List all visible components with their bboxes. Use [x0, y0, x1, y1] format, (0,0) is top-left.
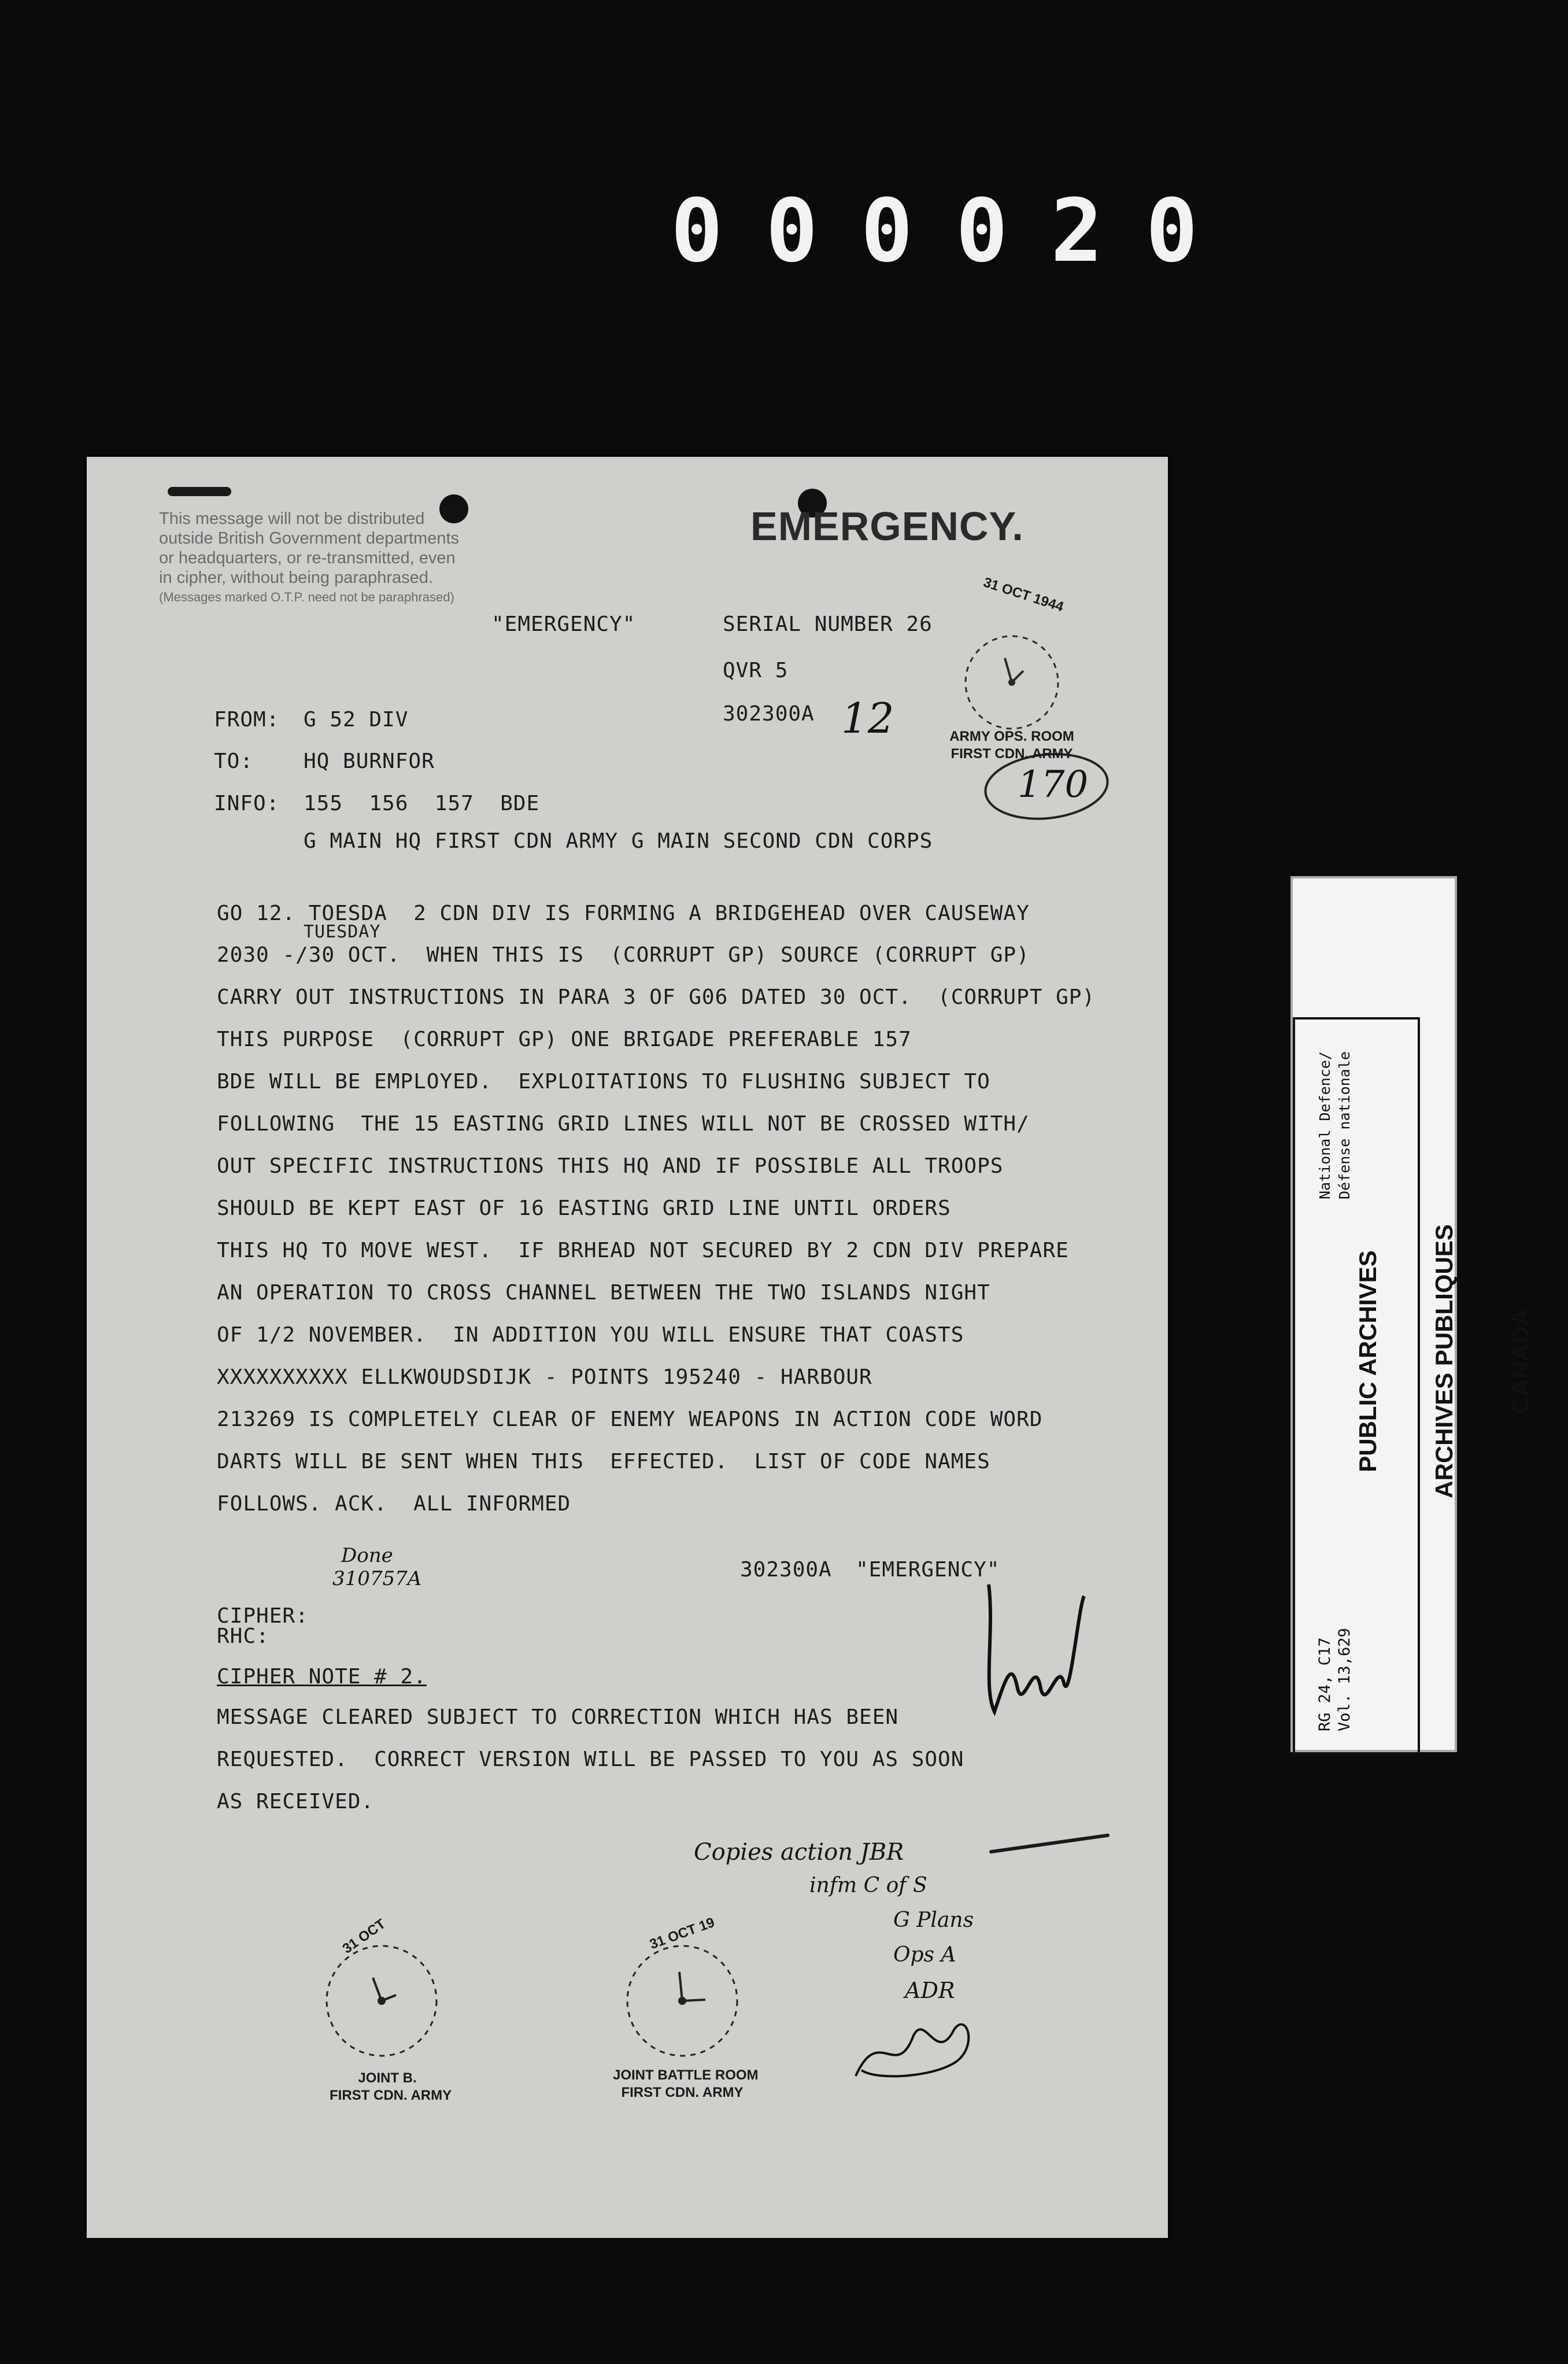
archive-dept-line: National Defence/ — [1316, 1051, 1333, 1199]
distribution-line: ADR — [905, 1978, 955, 2003]
left-round-stamp-line2: FIRST CDN. ARMY — [330, 2088, 452, 2103]
footer-dtg: 302300A — [740, 1558, 832, 1582]
footer-precedence: "EMERGENCY" — [856, 1558, 1000, 1582]
body-line: XXXXXXXXXX ELLKWOUDSDIJK - POINTS 195240 - HARBOUR — [217, 1365, 872, 1389]
info-label: INFO: — [214, 792, 280, 815]
left-round-stamp-line1: JOINT B. — [358, 2070, 417, 2086]
action-underline-stroke — [989, 1833, 1110, 1853]
archive-ref-line: Vol. 13,629 — [1336, 1628, 1353, 1731]
distribution-line: Ops A — [893, 1943, 956, 1967]
frame-number: 000020 — [671, 181, 1241, 282]
done-note-word: Done — [341, 1544, 393, 1567]
cipher-label: CIPHER: — [217, 1604, 309, 1628]
to-value: HQ BURNFOR — [304, 749, 435, 773]
body-line: 213269 IS COMPLETELY CLEAR OF ENEMY WEAPONS IN ACTION CODE WORD — [217, 1408, 1043, 1431]
caveat-line: outside British Government departments — [159, 529, 460, 548]
precedence-top: "EMERGENCY" — [491, 612, 636, 636]
archive-dept-line: Défense nationale — [1336, 1051, 1353, 1199]
from-label: FROM: — [214, 708, 280, 732]
ink-smudge — [168, 487, 231, 496]
body-line: BDE WILL BE EMPLOYED. EXPLOITATIONS TO FLUSHING SUBJECT TO — [217, 1070, 990, 1094]
caveat-line: (Messages marked O.T.P. need not be paraphrased) — [159, 590, 454, 604]
qvr-number: QVR 5 — [723, 659, 789, 682]
caveat-line: in cipher, without being paraphrased. — [159, 568, 433, 587]
body-line: THIS PURPOSE (CORRUPT GP) ONE BRIGADE PREFERABLE 157 — [217, 1028, 912, 1051]
body-line: OF 1/2 NOVEMBER. IN ADDITION YOU WILL ENSURE THAT COASTS — [217, 1323, 964, 1347]
insert-above: TUESDAY — [304, 922, 381, 942]
info-value: 155 156 157 BDE — [304, 792, 540, 815]
body-line: FOLLOWS. ACK. ALL INFORMED — [217, 1492, 571, 1516]
body-line: THIS HQ TO MOVE WEST. IF BRHEAD NOT SECURED BY 2 CDN DIV PREPARE — [217, 1239, 1069, 1262]
joint-battle-room-stamp-date: 31 OCT 19 — [648, 1914, 717, 1953]
joint-battle-room-stamp-line2: FIRST CDN. ARMY — [621, 2085, 744, 2100]
left-round-stamp-date: 31 OCT — [339, 1916, 389, 1957]
archive-label-content — [1293, 878, 1534, 1754]
circled-number: 170 — [1018, 763, 1089, 806]
caveat-line: This message will not be distributed — [159, 509, 425, 528]
archive-label — [1290, 876, 1534, 1752]
body-line: GO 12. TOESDA 2 CDN DIV IS FORMING A BRIDGEHEAD OVER CAUSEWAY — [217, 902, 1030, 925]
body-line: SHOULD BE KEPT EAST OF 16 EASTING GRID LINE UNTIL ORDERS — [217, 1196, 951, 1220]
emergency-stamp: EMERGENCY. — [750, 504, 1024, 549]
archive-title — [1304, 1199, 1568, 1523]
caveat-line: or headquarters, or re-transmitted, even — [159, 549, 456, 567]
distribution-line: G Plans — [893, 1908, 974, 1932]
archive-ref-line: RG 24, C17 — [1316, 1637, 1334, 1731]
info-continuation: G MAIN HQ FIRST CDN ARMY G MAIN SECOND CDN CORPS — [304, 829, 933, 853]
to-label: TO: — [214, 749, 254, 773]
cipher-note-line: MESSAGE CLEARED SUBJECT TO CORRECTION WHICH HAS BEEN — [217, 1705, 899, 1729]
archive-title-line: CANADA — [1507, 1309, 1534, 1414]
body-line: 2030 -/30 OCT. WHEN THIS IS (CORRUPT GP) SOURCE (CORRUPT GP) — [217, 943, 1030, 967]
joint-battle-room-stamp-line1: JOINT BATTLE ROOM — [613, 2067, 759, 2083]
body-line: OUT SPECIFIC INSTRUCTIONS THIS HQ AND IF POSSIBLE ALL TROOPS — [217, 1154, 1004, 1178]
army-ops-room-stamp-line2: FIRST CDN. ARMY — [951, 746, 1073, 762]
from-value: G 52 DIV — [304, 708, 409, 732]
handwritten-serial: 12 — [841, 694, 894, 743]
army-ops-room-stamp-line1: ARMY OPS. ROOM — [949, 729, 1074, 744]
cipher-note-line: AS RECEIVED. — [217, 1790, 375, 1813]
rhc-label: RHC: — [217, 1624, 269, 1648]
distribution-line: infm C of S — [809, 1874, 927, 1897]
army-ops-room-stamp-date: 31 OCT 1944 — [981, 574, 1066, 615]
body-line: AN OPERATION TO CROSS CHANNEL BETWEEN THE TWO ISLANDS NIGHT — [217, 1281, 990, 1305]
archive-title-line: ARCHIVES PUBLIQUES — [1430, 1224, 1458, 1498]
army-ops-room-stamp-dial — [937, 596, 1087, 746]
body-line: FOLLOWING THE 15 EASTING GRID LINES WILL NOT BE CROSSED WITH/ — [217, 1112, 1030, 1136]
serial-number: SERIAL NUMBER 26 — [723, 612, 933, 636]
copies-action: Copies action JBR — [694, 1839, 904, 1866]
header-dtg: 302300A — [723, 702, 815, 726]
message-sheet — [87, 457, 1168, 2238]
body-line: DARTS WILL BE SENT WHEN THIS EFFECTED. LIST OF CODE NAMES — [217, 1450, 990, 1473]
paraphrase-caveat — [159, 509, 598, 607]
body-line: CARRY OUT INSTRUCTIONS IN PARA 3 OF G06 DATED 30 OCT. (CORRUPT GP) — [217, 985, 1096, 1009]
initials-scribble — [844, 2012, 983, 2093]
signature-scribble — [977, 1573, 1093, 1723]
cipher-note-title: CIPHER NOTE # 2. — [217, 1665, 427, 1689]
archive-title-line: PUBLIC ARCHIVES — [1354, 1250, 1381, 1472]
cipher-note-line: REQUESTED. CORRECT VERSION WILL BE PASSED TO YOU AS SOON — [217, 1748, 964, 1771]
done-note-time: 310757A — [332, 1567, 422, 1590]
